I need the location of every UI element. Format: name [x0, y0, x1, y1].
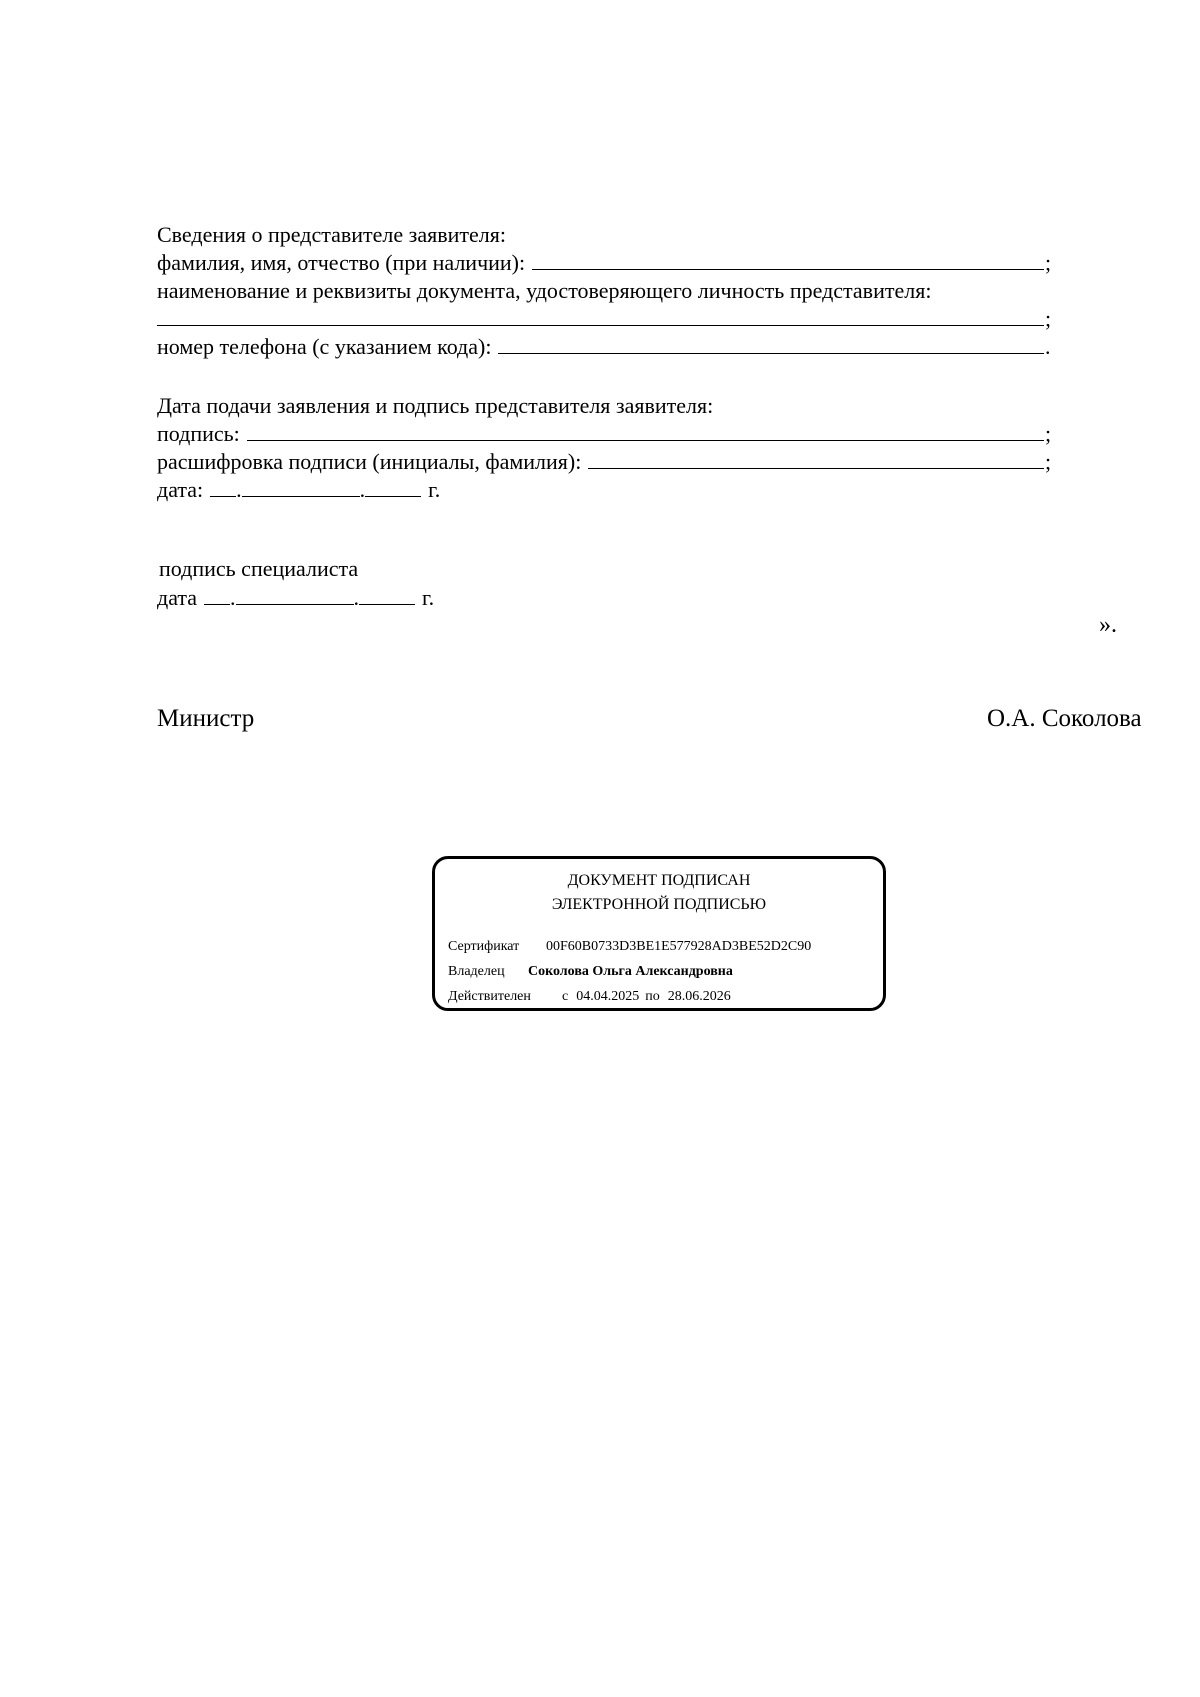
stamp-owner-label: Владелец	[448, 964, 505, 979]
submission-heading: Дата подачи заявления и подпись представителя заявителя:	[157, 393, 714, 418]
date-year-blank[interactable]	[365, 477, 421, 497]
stamp-owner-value: Соколова Ольга Александровна	[528, 964, 733, 979]
doc-end: ;	[1045, 306, 1052, 331]
stamp-title	[435, 869, 883, 917]
fio-label: фамилия, имя, отчество (при наличии):	[157, 250, 526, 275]
specialist-sign-label: подпись специалиста	[159, 556, 359, 581]
specialist-year-suffix: г.	[422, 585, 435, 610]
decode-row	[157, 448, 1055, 476]
date-day-blank[interactable]	[210, 477, 236, 497]
closing-quote-mark: ».	[1099, 612, 1117, 638]
stamp-title-line-1: ДОКУМЕНТ ПОДПИСАН	[567, 872, 751, 889]
stamp-valid-from: 04.04.2025	[576, 989, 640, 1004]
specialist-day-blank[interactable]	[204, 585, 230, 605]
stamp-details	[448, 934, 811, 1009]
doc-label-row	[157, 277, 1055, 305]
specialist-dot-2: .	[353, 585, 360, 610]
fio-blank-line[interactable]	[532, 250, 1044, 270]
stamp-cert-row	[448, 934, 811, 959]
specialist-section	[157, 555, 434, 612]
stamp-valid-row	[448, 984, 811, 1009]
representative-section	[157, 221, 1055, 361]
signer-name: О.А. Соколова	[987, 705, 1142, 732]
date-dot-1: .	[236, 477, 242, 502]
stamp-title-line-2: ЭЛЕКТРОННОЙ ПОДПИСЬЮ	[551, 896, 767, 913]
fio-end: ;	[1045, 250, 1052, 275]
phone-end: .	[1045, 334, 1051, 359]
stamp-owner-row	[448, 959, 811, 984]
doc-label: наименование и реквизиты документа, удостоверяющего личность представителя:	[157, 278, 932, 303]
date-year-suffix: г.	[428, 477, 441, 502]
representative-heading: Сведения о представителе заявителя:	[157, 222, 506, 247]
stamp-valid-label: Действителен	[448, 989, 531, 1004]
date-row	[157, 476, 1055, 504]
sign-blank-line[interactable]	[247, 421, 1044, 441]
doc-row	[157, 305, 1055, 333]
decode-end: ;	[1045, 449, 1052, 474]
phone-label: номер телефона (с указанием кода):	[157, 334, 492, 359]
electronic-signature-stamp	[432, 856, 886, 1011]
signer-position: Министр	[157, 705, 255, 732]
decode-blank-line[interactable]	[588, 449, 1044, 469]
stamp-valid-from-prefix: с	[562, 989, 569, 1004]
representative-heading-row	[157, 221, 1055, 249]
sign-row	[157, 420, 1055, 448]
doc-blank-line[interactable]	[157, 306, 1044, 326]
sign-label: подпись:	[157, 421, 240, 446]
date-month-blank[interactable]	[242, 477, 360, 497]
stamp-valid-to: 28.06.2026	[667, 989, 731, 1004]
stamp-cert-label: Сертификат	[448, 939, 520, 954]
specialist-month-blank[interactable]	[236, 585, 354, 605]
phone-blank-line[interactable]	[498, 334, 1044, 354]
submission-heading-row	[157, 392, 1055, 420]
date-dot-2: .	[359, 477, 366, 502]
specialist-date-row	[157, 584, 434, 612]
stamp-valid-to-prefix: по	[645, 989, 660, 1004]
date-label: дата:	[157, 477, 204, 502]
specialist-dot-1: .	[230, 585, 236, 610]
phone-row	[157, 333, 1055, 361]
submission-section	[157, 392, 1055, 504]
stamp-cert-value: 00F60B0733D3BE1E577928AD3BE52D2C90	[546, 939, 812, 954]
fio-row	[157, 249, 1055, 277]
specialist-year-blank[interactable]	[359, 585, 415, 605]
decode-label: расшифровка подписи (инициалы, фамилия):	[157, 449, 582, 474]
specialist-date-label: дата	[157, 585, 198, 610]
specialist-sign-row	[157, 555, 434, 583]
sign-end: ;	[1045, 421, 1052, 446]
